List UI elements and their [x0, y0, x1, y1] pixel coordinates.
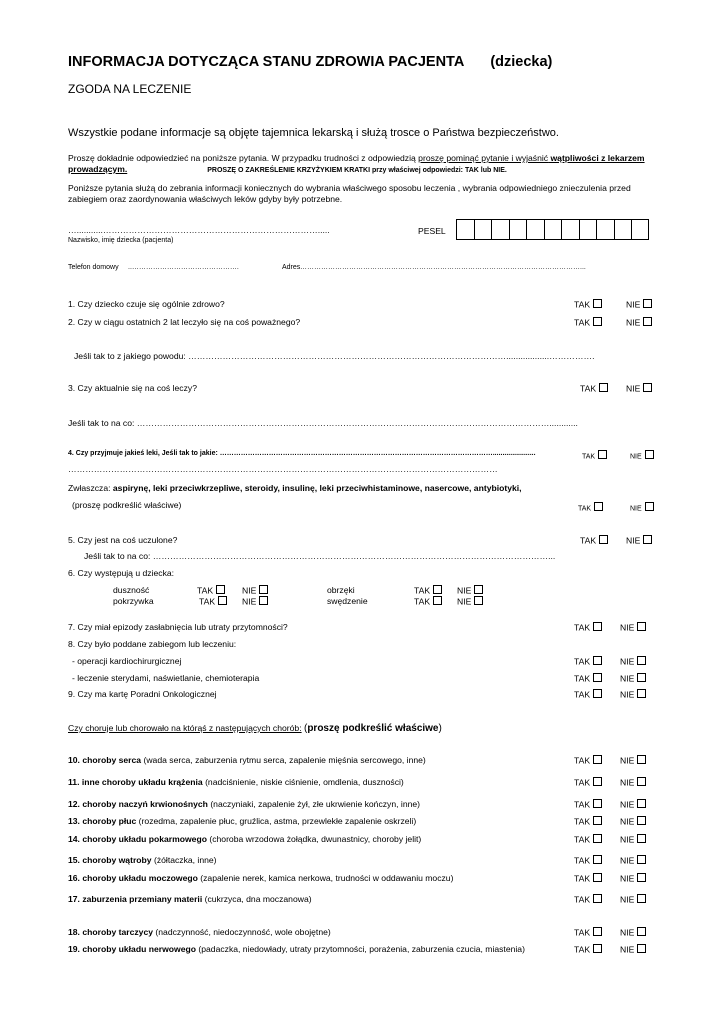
pesel-digit-box[interactable] — [474, 219, 492, 240]
q8a-no-checkbox[interactable] — [620, 656, 646, 667]
yes-label: TAK — [574, 673, 591, 684]
yes-label: TAK — [574, 944, 591, 955]
especially-lead: Zwłaszcza: — [68, 483, 111, 493]
disease-no-checkbox[interactable] — [620, 799, 646, 810]
pesel-digit-box[interactable] — [561, 219, 579, 240]
q7-no-checkbox[interactable] — [620, 622, 646, 633]
no-label: NIE — [626, 535, 641, 546]
disease-yes-checkbox[interactable] — [574, 894, 602, 905]
pesel-digit-box[interactable] — [544, 219, 562, 240]
checkbox-icon[interactable] — [433, 596, 442, 605]
checkbox-icon[interactable] — [637, 777, 646, 786]
q4b-yes-checkbox[interactable] — [578, 502, 603, 513]
disease-name: 11. inne choroby układu krążenia — [68, 777, 203, 787]
yes-label: TAK — [574, 299, 591, 310]
disease-details: (choroba wrzodowa żołądka, dwunastnicy, choroby jelit) — [206, 834, 422, 844]
checkbox-icon[interactable] — [593, 873, 602, 882]
checkbox-icon[interactable] — [593, 927, 602, 936]
q4-underline-hint: (proszę podkreślić właściwe) — [72, 500, 182, 510]
disease-yes-checkbox[interactable] — [574, 816, 602, 827]
disease-details: (nadciśnienie, niskie ciśnienie, omdlenia, duszności) — [202, 777, 404, 787]
checkbox-icon[interactable] — [593, 799, 602, 808]
q7-yes-checkbox[interactable] — [574, 622, 602, 633]
yes-label: TAK — [574, 622, 591, 633]
no-label: NIE — [626, 317, 641, 328]
patient-name-line[interactable]: …...........…………………………………………………………………..... — [68, 225, 330, 235]
q1-no-checkbox[interactable] — [626, 299, 652, 310]
disease-row — [68, 927, 331, 937]
phone-label: Telefon domowy — [68, 264, 119, 271]
disease-details: (cukrzyca, dna moczanowa) — [202, 894, 312, 904]
q8a-yes-checkbox[interactable] — [574, 656, 602, 667]
no-label: NIE — [620, 777, 635, 788]
disease-row — [68, 894, 312, 904]
pesel-digit-box[interactable] — [491, 219, 509, 240]
q6d-no-checkbox[interactable] — [457, 596, 483, 607]
no-label: NIE — [620, 755, 635, 766]
q6-item-swedzenie: swędzenie — [327, 596, 368, 606]
disease-row — [68, 799, 420, 809]
checkbox-icon[interactable] — [593, 816, 602, 825]
yes-label: TAK — [574, 894, 591, 905]
q2-followup-line[interactable]: Jeśli tak to z jakiego powodu: …………………………………………………………………………………………………..................……………. — [74, 351, 595, 361]
q4b-no-checkbox[interactable] — [630, 502, 654, 513]
pesel-digit-box[interactable] — [596, 219, 614, 240]
q2-no-checkbox[interactable] — [626, 317, 652, 328]
yes-label: TAK — [574, 834, 591, 845]
no-label: NIE — [620, 894, 635, 905]
disease-name: 10. choroby serca — [68, 755, 142, 765]
yes-label: TAK — [414, 596, 431, 607]
disease-no-checkbox[interactable] — [620, 834, 646, 845]
no-label: NIE — [620, 944, 635, 955]
yes-label: TAK — [574, 927, 591, 938]
yes-label: TAK — [574, 777, 591, 788]
checkbox-icon[interactable] — [593, 777, 602, 786]
disease-name: 13. choroby płuc — [68, 816, 137, 826]
checkbox-icon[interactable] — [259, 585, 268, 594]
no-label: NIE — [457, 596, 472, 607]
instr-underlined: proszę pominąć pytanie i wyjaśnić — [418, 153, 549, 163]
q5-yes-checkbox[interactable] — [580, 535, 608, 546]
checkbox-icon[interactable] — [593, 834, 602, 843]
checkbox-icon[interactable] — [643, 317, 652, 326]
q6-item-pokrzywka: pokrzywka — [113, 596, 154, 606]
q3-no-checkbox[interactable] — [626, 383, 652, 394]
disease-details: (naczyniaki, zapalenie żył, złe ukrwienie kończyn, inne) — [207, 799, 421, 809]
no-label: NIE — [626, 383, 641, 394]
checkbox-icon[interactable] — [643, 299, 652, 308]
checkbox-icon[interactable] — [637, 622, 646, 631]
disease-row — [68, 755, 426, 765]
q6-item-dusznosc: duszność — [113, 585, 150, 595]
question-8: 8. Czy było poddane zabiegom lub leczeniu: — [68, 639, 237, 649]
disease-details: (nadczynność, niedoczynność, wole obojętne) — [153, 927, 331, 937]
instr-mark-note: PROSZĘ O ZAKREŚLENIE KRZYŻYKIEM KRATKI przy właściwej odpowiedzi: TAK lub NIE. — [207, 167, 507, 174]
disease-name: 14. choroby układu pokarmowego — [68, 834, 207, 844]
q8b-yes-checkbox[interactable] — [574, 673, 602, 684]
yes-label: TAK — [574, 855, 591, 866]
q8b-no-checkbox[interactable] — [620, 673, 646, 684]
question-1: 1. Czy dziecko czuje się ogólnie zdrowo? — [68, 299, 225, 309]
q6c-no-checkbox[interactable] — [457, 585, 483, 596]
pesel-label: PESEL — [418, 226, 446, 236]
disease-name: 17. zaburzenia przemiany materii — [68, 894, 203, 904]
diseases-heading-text: Czy choruje lub chorowało na którąś z następujących chorób: — [68, 723, 302, 733]
checkbox-icon[interactable] — [598, 450, 607, 459]
address-label: Adres — [282, 264, 301, 271]
checkbox-icon[interactable] — [593, 656, 602, 665]
disease-yes-checkbox[interactable] — [574, 944, 602, 955]
question-9: 9. Czy ma kartę Poradni Onkologicznej — [68, 689, 217, 699]
question-8b: - leczenie sterydami, naświetlanie, chemioterapia — [72, 673, 260, 683]
yes-label: TAK — [578, 505, 592, 513]
checkbox-icon[interactable] — [637, 873, 646, 882]
yes-label: TAK — [580, 535, 597, 546]
yes-label: TAK — [574, 317, 591, 328]
question-5: 5. Czy jest na coś uczulone? — [68, 535, 178, 545]
checkbox-icon[interactable] — [593, 944, 602, 953]
disease-no-checkbox[interactable] — [620, 777, 646, 788]
checkbox-icon[interactable] — [637, 944, 646, 953]
phone-field[interactable]: ..………………………………………. — [128, 264, 239, 271]
disease-yes-checkbox[interactable] — [574, 834, 602, 845]
checkbox-icon[interactable] — [593, 317, 602, 326]
no-label: NIE — [620, 689, 635, 700]
checkbox-icon[interactable] — [599, 535, 608, 544]
disease-no-checkbox[interactable] — [620, 755, 646, 766]
no-label: NIE — [620, 855, 635, 866]
question-8a: - operacji kardiochirurgicznej — [72, 656, 182, 666]
q6a-no-checkbox[interactable] — [242, 585, 268, 596]
disease-row — [68, 873, 453, 883]
checkbox-icon[interactable] — [645, 450, 654, 459]
checkbox-icon[interactable] — [433, 585, 442, 594]
q4-no-checkbox[interactable] — [630, 450, 654, 461]
checkbox-icon[interactable] — [593, 755, 602, 764]
disease-yes-checkbox[interactable] — [574, 855, 602, 866]
yes-label: TAK — [582, 453, 596, 461]
checkbox-icon[interactable] — [637, 855, 646, 864]
checkbox-icon[interactable] — [593, 622, 602, 631]
checkbox-icon[interactable] — [593, 855, 602, 864]
q5-no-checkbox[interactable] — [626, 535, 652, 546]
checkbox-icon[interactable] — [594, 502, 603, 511]
yes-label: TAK — [574, 755, 591, 766]
disease-name: 15. choroby wątroby — [68, 855, 152, 865]
title-text: INFORMACJA DOTYCZĄCA STANU ZDROWIA PACJENTA — [68, 54, 465, 70]
checkbox-icon[interactable] — [637, 834, 646, 843]
q2-yes-checkbox[interactable] — [574, 317, 602, 328]
checkbox-icon[interactable] — [474, 585, 483, 594]
no-label: NIE — [626, 299, 641, 310]
yes-label: TAK — [574, 799, 591, 810]
diseases-heading — [68, 723, 442, 734]
q6-item-obrzeki: obrzęki — [327, 585, 355, 595]
q6a-yes-checkbox[interactable] — [197, 585, 225, 596]
checkbox-icon[interactable] — [593, 299, 602, 308]
checkbox-icon[interactable] — [637, 689, 646, 698]
q3-yes-checkbox[interactable] — [580, 383, 608, 394]
disease-row — [68, 816, 416, 826]
q5-followup-line[interactable]: Jeśli tak to na co: …………………………………………………………………………………………………………………………... — [84, 551, 556, 561]
yes-label: TAK — [197, 585, 214, 596]
no-label: NIE — [620, 816, 635, 827]
yes-label: TAK — [580, 383, 597, 394]
disease-details: (rozedma, zapalenie płuc, gruźlica, astma, przewlekłe zapalenie oskrzeli) — [136, 816, 417, 826]
yes-label: TAK — [574, 656, 591, 667]
checkbox-icon[interactable] — [218, 596, 227, 605]
checkbox-icon[interactable] — [637, 894, 646, 903]
pesel-digit-box[interactable] — [631, 219, 649, 240]
patient-name-label: Nazwisko, imię dziecka (pacjenta) — [68, 237, 174, 244]
question-7: 7. Czy miał epizody zasłabnięcia lub utraty przytomności? — [68, 622, 288, 632]
pesel-digit-box[interactable] — [614, 219, 632, 240]
disease-no-checkbox[interactable] — [620, 927, 646, 938]
disease-no-checkbox[interactable] — [620, 894, 646, 905]
q6c-yes-checkbox[interactable] — [414, 585, 442, 596]
no-label: NIE — [620, 656, 635, 667]
checkbox-icon[interactable] — [637, 927, 646, 936]
q6d-yes-checkbox[interactable] — [414, 596, 442, 607]
checkbox-icon[interactable] — [637, 656, 646, 665]
disease-details: (padaczka, niedowłady, utraty przytomności, porażenia, zaburzenia czucia, miastenia) — [195, 944, 525, 954]
no-label: NIE — [457, 585, 472, 596]
q9-yes-checkbox[interactable] — [574, 689, 602, 700]
page-subtitle: ZGODA NA LECZENIE — [68, 82, 192, 96]
disease-name: 18. choroby tarczycy — [68, 927, 154, 937]
instructions-paragraph-2: Poniższe pytania służą do zebrania informacji koniecznych do wybrania właściwego sposobu leczenia , wybrania odpowiedniego znieczulenia przed zabiegiem oraz zaordynowania właściwych leków gdyby były potrzebne. — [68, 183, 631, 204]
instructions-paragraph-1 — [68, 153, 658, 176]
checkbox-icon[interactable] — [593, 689, 602, 698]
q4-especially — [68, 483, 522, 493]
checkbox-icon[interactable] — [474, 596, 483, 605]
title-suffix: (dziecka) — [490, 54, 553, 70]
q4-answer-line[interactable]: …………………………………………………………………………………………………………………………………… — [68, 464, 498, 474]
checkbox-icon[interactable] — [637, 673, 646, 682]
yes-label: TAK — [199, 596, 216, 607]
disease-row — [68, 777, 404, 787]
no-label: NIE — [242, 585, 257, 596]
pesel-digit-box[interactable] — [456, 219, 474, 240]
disease-row — [68, 855, 217, 865]
diseases-heading-hint: (proszę podkreślić właściwe) — [303, 723, 442, 734]
disease-yes-checkbox[interactable] — [574, 873, 602, 884]
no-label: NIE — [620, 873, 635, 884]
q1-yes-checkbox[interactable] — [574, 299, 602, 310]
disease-yes-checkbox[interactable] — [574, 927, 602, 938]
disease-no-checkbox[interactable] — [620, 816, 646, 827]
address-field[interactable]: …………………………………………………………………………………………………………... — [300, 264, 586, 271]
disease-yes-checkbox[interactable] — [574, 799, 602, 810]
no-label: NIE — [620, 622, 635, 633]
disease-no-checkbox[interactable] — [620, 944, 646, 955]
pesel-input[interactable] — [456, 219, 649, 240]
disease-details: (żółtaczka, inne) — [151, 855, 217, 865]
disease-name: 19. choroby układu nerwowego — [68, 944, 196, 954]
checkbox-icon[interactable] — [593, 673, 602, 682]
checkbox-icon[interactable] — [637, 799, 646, 808]
no-label: NIE — [620, 799, 635, 810]
disease-no-checkbox[interactable] — [620, 873, 646, 884]
q9-no-checkbox[interactable] — [620, 689, 646, 700]
question-6: 6. Czy występują u dziecka: — [68, 568, 175, 578]
disease-name: 16. choroby układu moczowego — [68, 873, 198, 883]
no-label: NIE — [620, 834, 635, 845]
checkbox-icon[interactable] — [637, 816, 646, 825]
disease-row — [68, 944, 525, 954]
question-3: 3. Czy aktualnie się na coś leczy? — [68, 383, 197, 393]
q6b-yes-checkbox[interactable] — [199, 596, 227, 607]
instr-text: Proszę dokładnie odpowiedzieć na poniższe pytania. W przypadku trudności z odpowiedzią — [68, 153, 419, 163]
page-title — [68, 54, 552, 70]
checkbox-icon[interactable] — [593, 894, 602, 903]
disease-name: 12. choroby naczyń krwionośnych — [68, 799, 208, 809]
no-label: NIE — [630, 505, 642, 513]
checkbox-icon[interactable] — [599, 383, 608, 392]
checkbox-icon[interactable] — [216, 585, 225, 594]
disease-details: (wada serca, zaburzenia rytmu serca, zapalenie mięśnia sercowego, inne) — [141, 755, 426, 765]
no-label: NIE — [242, 596, 257, 607]
no-label: NIE — [620, 673, 635, 684]
disease-yes-checkbox[interactable] — [574, 777, 602, 788]
no-label: NIE — [620, 927, 635, 938]
pesel-digit-box[interactable] — [579, 219, 597, 240]
yes-label: TAK — [574, 873, 591, 884]
yes-label: TAK — [574, 689, 591, 700]
checkbox-icon[interactable] — [645, 502, 654, 511]
checkbox-icon[interactable] — [259, 596, 268, 605]
disease-no-checkbox[interactable] — [620, 855, 646, 866]
pesel-digit-box[interactable] — [509, 219, 527, 240]
instr-bold: wątpliwości z lekarzem prowadzącym. — [68, 153, 645, 174]
q6b-no-checkbox[interactable] — [242, 596, 268, 607]
especially-list: aspirynę, leki przeciwkrzepliwe, steroidy, insulinę, leki przeciwhistaminowe, nasercowe, antybiotyki, — [110, 483, 522, 493]
checkbox-icon[interactable] — [643, 535, 652, 544]
disease-details: (zapalenie nerek, kamica nerkowa, trudności w oddawaniu moczu) — [197, 873, 454, 883]
pesel-digit-box[interactable] — [526, 219, 544, 240]
yes-label: TAK — [414, 585, 431, 596]
checkbox-icon[interactable] — [637, 755, 646, 764]
disease-row — [68, 834, 421, 844]
q3-followup-line[interactable]: Jeśli tak to na co: ………………………………………………………………………………………………………………………………............ — [68, 418, 578, 428]
confidentiality-note: Wszystkie podane informacje są objęte tajemnica lekarską i służą trosce o Państwa bezpieczeństwo. — [68, 127, 559, 139]
checkbox-icon[interactable] — [643, 383, 652, 392]
yes-label: TAK — [574, 816, 591, 827]
question-4: 4. Czy przyjmuje jakieś leki, Jeśli tak to jakie: ………………………………………………………………………………………………………...................... — [68, 450, 536, 457]
q4-yes-checkbox[interactable] — [582, 450, 607, 461]
disease-yes-checkbox[interactable] — [574, 755, 602, 766]
no-label: NIE — [630, 453, 642, 461]
question-2: 2. Czy w ciągu ostatnich 2 lat leczyło się na coś poważnego? — [68, 317, 301, 327]
